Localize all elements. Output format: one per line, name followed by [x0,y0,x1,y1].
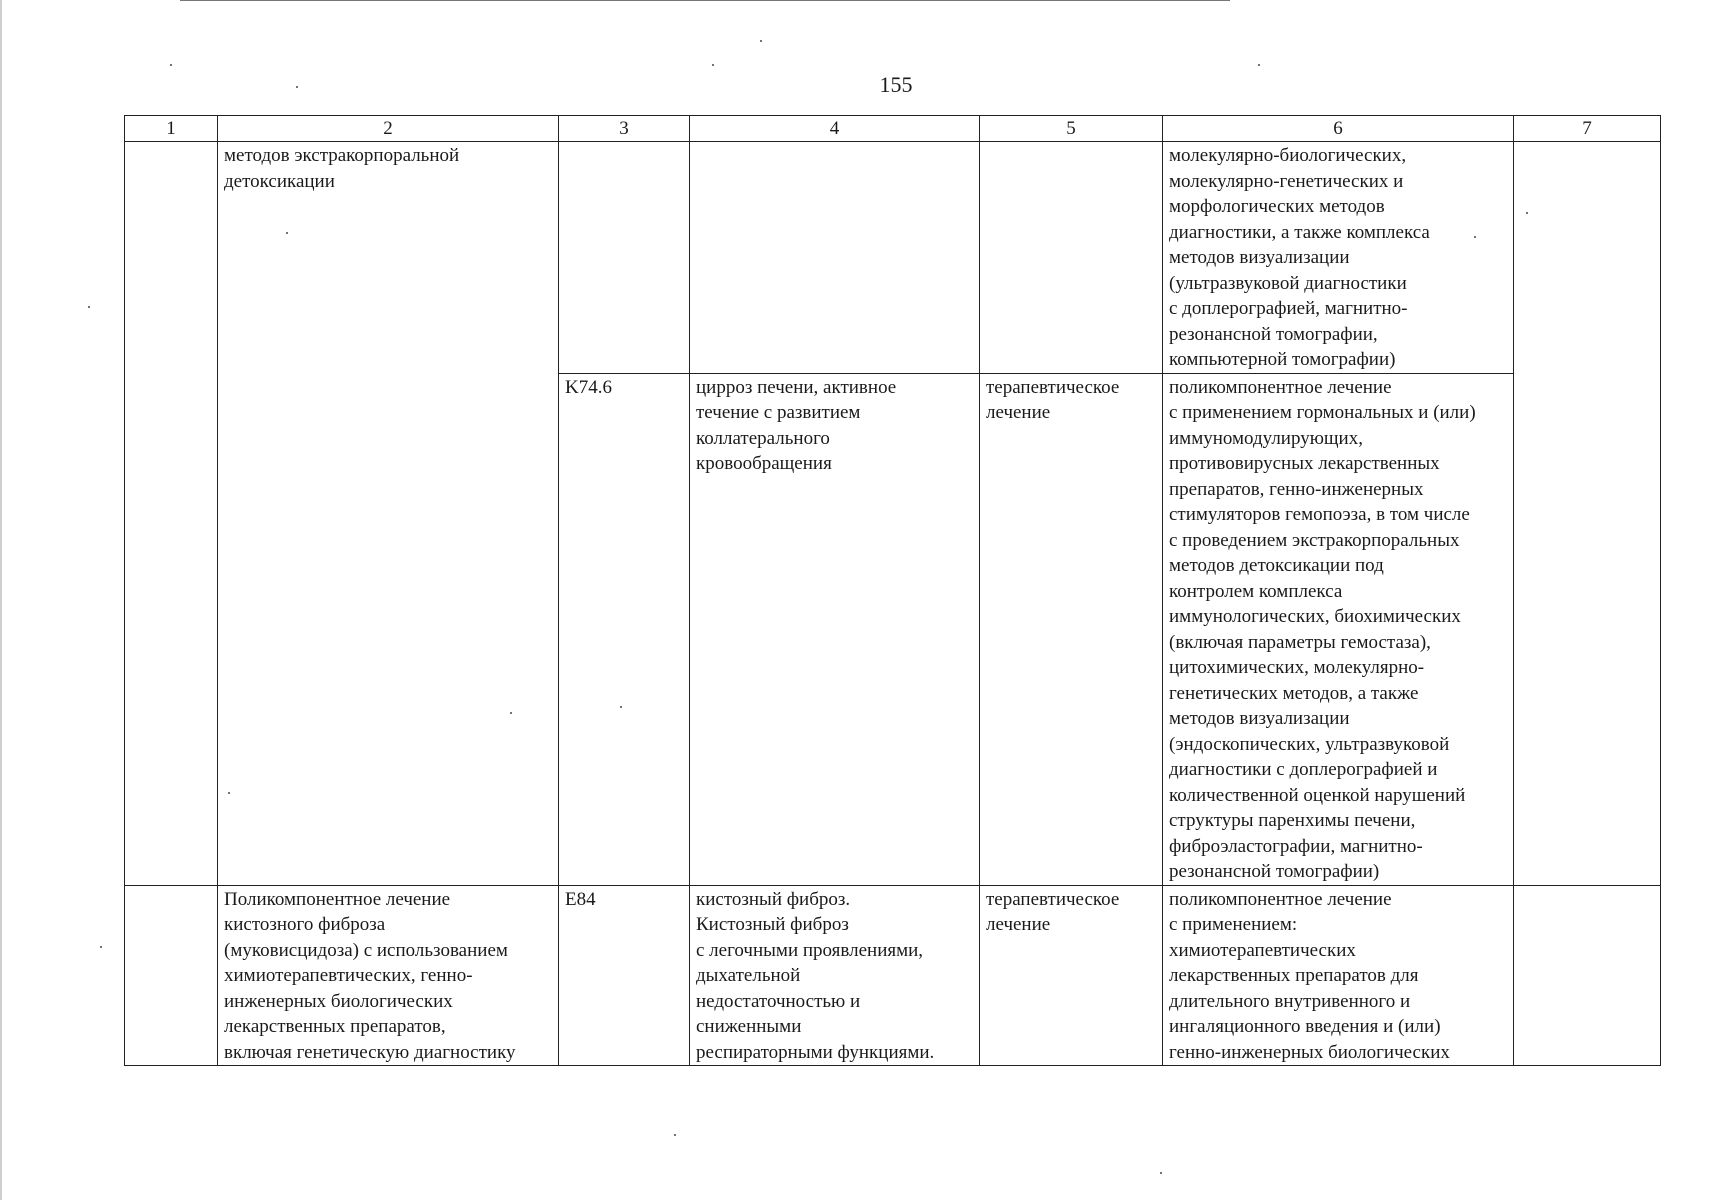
table-row [125,142,1661,374]
cost-cell [1514,885,1661,1066]
treatment-method-cell: поликомпонентное лечение с применением: химиотерапевтических лекарственных препаратов для длительного внутривенного и ингаляционного введения и (или) генно-инженерных биологических [1163,885,1514,1066]
column-number: 5 [980,116,1163,142]
treatment-kind-cell: терапевтическое лечение [980,885,1163,1066]
icd-code-cell: E84 [559,885,690,1066]
treatment-type-cell: Поликомпонентное лечение кистозного фиброза (муковисцидоза) с использованием химиотерапевтических, генно- инженерных биологических лекарственных препаратов, включая генетическую диагностику [218,885,559,1066]
diagnosis-cell [690,142,980,374]
column-number: 6 [1163,116,1514,142]
column-number: 2 [218,116,559,142]
treatment-method-cell: поликомпонентное лечение с применением гормональных и (или) иммуномодулирующих, противовирусных лекарственных препаратов, генно-инженерных стимуляторов гемопоэза, в том числе с проведением экстракорпоральных методов детоксикации под контролем комплекса иммунологических, биохимических (включая параметры гемостаза), цитохимических, молекулярно- генетических методов, а также методов визуализации (эндоскопических, ультразвуковой диагностики с доплерографией и количественной оценкой нарушений структуры паренхимы печени, фиброэластографии, магнитно- резонансной томографии) [1163,373,1514,885]
scan-speck [674,1134,676,1136]
column-number: 3 [559,116,690,142]
scan-speck [1160,1172,1162,1174]
number-cell [125,885,218,1066]
diagnosis-cell: цирроз печени, активное течение с развитием коллатерального кровообращения [690,373,980,885]
scan-top-line [180,0,1230,1]
scan-speck [760,40,762,42]
diagnosis-cell: кистозный фиброз. Кистозный фиброз с легочными проявлениями, дыхательной недостаточностью и сниженными респираторными функциями. [690,885,980,1066]
cost-cell [1514,142,1661,886]
scan-speck [1258,64,1260,66]
treatment-method-cell: молекулярно-биологических, молекулярно-генетических и морфологических методов диагностики, а также комплекса методов визуализации (ультразвуковой диагностики с доплерографией, магнитно- резонансной томографии, компьютерной томографии) [1163,142,1514,374]
medical-care-table [124,115,1661,1066]
treatment-kind-cell [980,142,1163,374]
scan-speck [170,64,172,66]
column-number: 4 [690,116,980,142]
column-number: 7 [1514,116,1661,142]
column-number: 1 [125,116,218,142]
scan-speck [100,946,102,948]
treatment-type-cell: методов экстракорпоральной детоксикации [218,142,559,886]
scan-left-edge [0,0,2,1200]
scan-speck [88,306,90,308]
icd-code-cell [559,142,690,374]
page-number: 155 [879,72,913,97]
scan-speck [712,64,714,66]
column-number-row [125,116,1661,142]
table-row [125,885,1661,1066]
treatment-kind-cell: терапевтическое лечение [980,373,1163,885]
icd-code-cell: K74.6 [559,373,690,885]
number-cell [125,142,218,886]
